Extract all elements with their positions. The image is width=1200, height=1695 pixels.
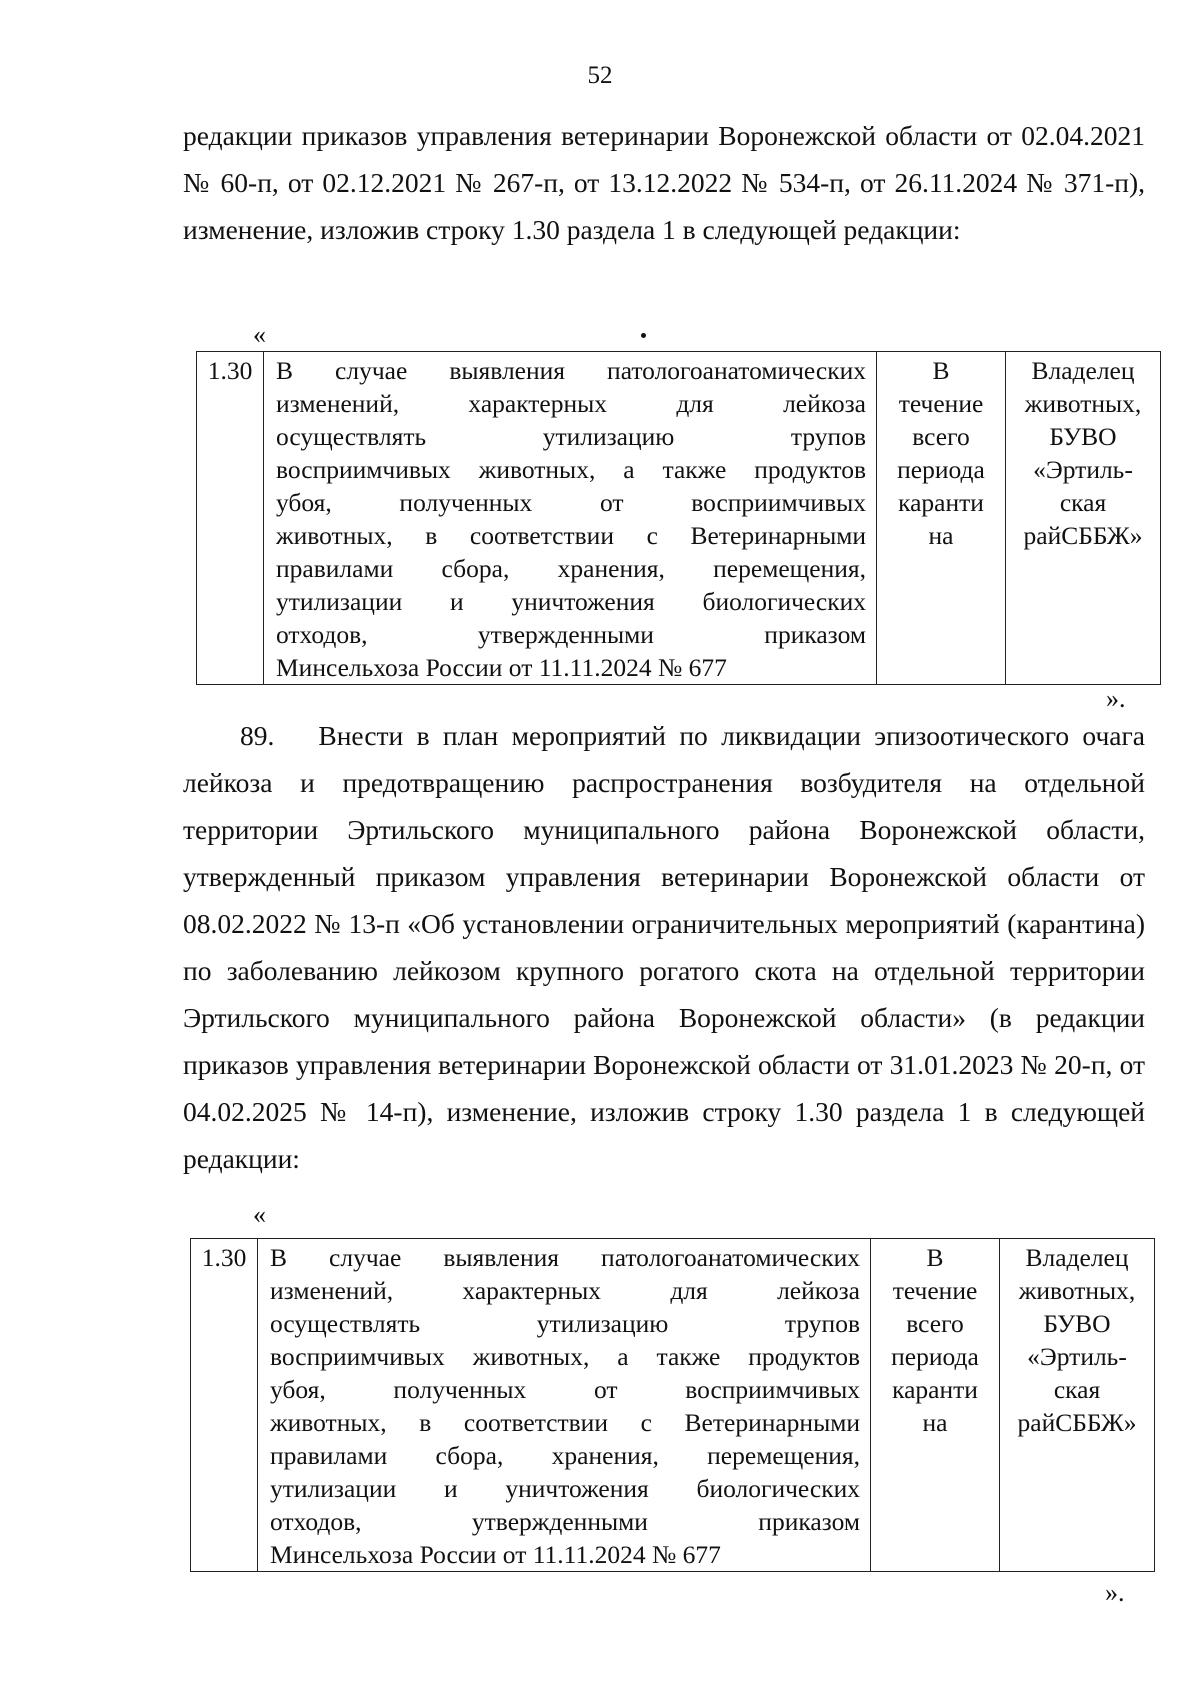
row-number-cell: 1.30: [197, 352, 264, 685]
row-responsible-cell: Владелец животных, БУВО «Эртиль- ская райСББЖ»: [1006, 352, 1161, 685]
item-number: 89.: [240, 720, 275, 751]
row-number-cell: 1.30: [191, 1239, 258, 1572]
row-text-cell: В случае выявления патологоанатомических изменений, характерных для лейкоза осуществлять утилизацию трупов восприимчивых животных, а также продуктов убоя, полученных от восприимчивых животных, в соответствии с Ветеринарными правилами сбора, хранения, перемещения, утилизации и уничтожения биологических отходов, утвержденными приказом Минсельхоза России от 11.11.2024 № 677: [258, 1239, 871, 1572]
scan-dot-mark: [641, 333, 646, 338]
opening-quote-2: «: [253, 1200, 266, 1229]
row-term-cell: В течение всего периода каранти на: [877, 352, 1006, 685]
item-text: Внести в план мероприятий по ликвидации эпизоотического очага лейкоза и предотвращению распространения возбудителя на отдельной территории Эртильского муниципального района Воронежской области, утвержденный приказом управления ветеринарии Воронежской области от 08.02.2022 № 13-п «Об установлении ограничительных мероприятий (карантина) по заболеванию лейкозом крупного рогатого скота на отдельной территории Эртильского муниципального района Воронежской области» (в редакции приказов управления ветеринарии Воронежской области от 31.01.2023 № 20-п, от 04.02.2025 № 14-п), изменение, изложив строку 1.30 раздела 1 в следующей редакции:: [183, 720, 1145, 1174]
row-text-cell: В случае выявления патологоанатомических изменений, характерных для лейкоза осуществлять утилизацию трупов восприимчивых животных, а также продуктов убоя, полученных от восприимчивых животных, в соответствии с Ветеринарными правилами сбора, хранения, перемещения, утилизации и уничтожения биологических отходов, утвержденными приказом Минсельхоза России от 11.11.2024 № 677: [264, 352, 877, 685]
opening-quote-1: «: [253, 320, 266, 349]
inserted-row-table-1: [196, 351, 1161, 685]
row-responsible-cell: Владелец животных, БУВО «Эртиль- ская райСББЖ»: [1000, 1239, 1155, 1572]
row-term-cell: В течение всего периода каранти на: [871, 1239, 1000, 1572]
page-number: 52: [587, 62, 613, 89]
closing-quote-1: ».: [1106, 684, 1126, 713]
table-row: [191, 1239, 1155, 1572]
item-89-paragraph: [183, 712, 1145, 1182]
inserted-row-table-2: [190, 1238, 1155, 1572]
table-row: [197, 352, 1161, 685]
intro-paragraph: редакции приказов управления ветеринарии Воронежской области от 02.04.2021 № 60-п, от 02.12.2021 № 267-п, от 13.12.2022 № 534-п, от 26.11.2024 № 371-п), изменение, изложив строку 1.30 раздела 1 в следующей редакции:: [183, 120, 1145, 245]
closing-quote-2: ».: [1105, 1578, 1125, 1607]
